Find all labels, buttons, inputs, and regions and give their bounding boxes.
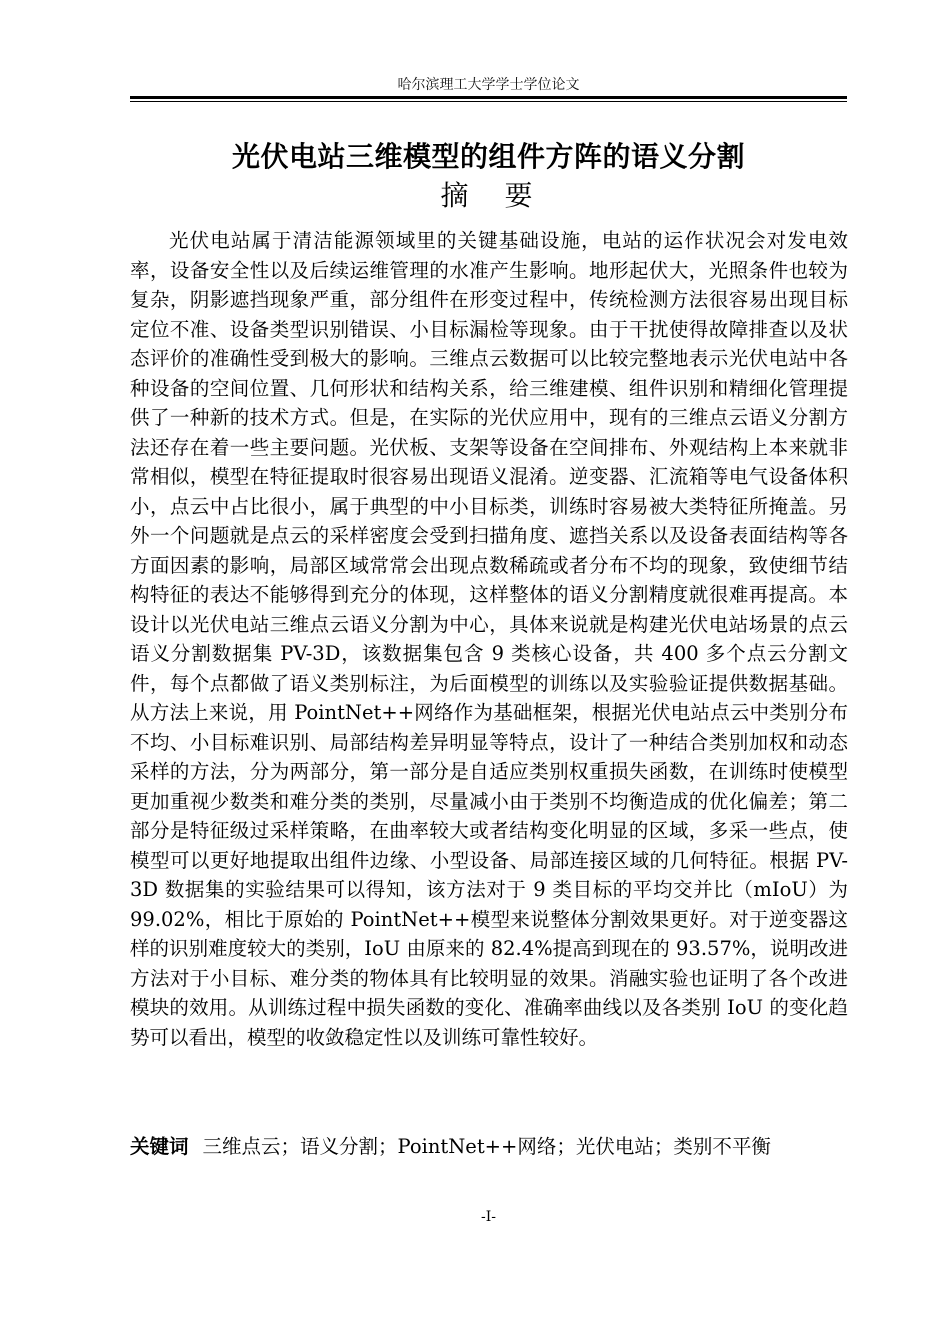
header-rule-thick (130, 96, 847, 99)
thesis-title: 光伏电站三维模型的组件方阵的语义分割 (231, 140, 745, 173)
keywords-line (130, 1132, 848, 1162)
keywords-text: 三维点云；语义分割；PointNet++网络；光伏电站；类别不平衡 (202, 1135, 771, 1158)
keywords-label: 关键词 (130, 1135, 189, 1158)
abstract-body: 光伏电站属于清洁能源领域里的关键基础设施，电站的运作状况会对发电效率，设备安全性以及后续运维管理的水准产生影响。地形起伏大，光照条件也较为复杂，阴影遮挡现象严重，部分组件在形变过程中，传统检测方法很容易出现目标定位不准、设备类型识别错误、小目标漏检等现象。由于干扰使得故障排查以及状态评价的准确性受到极大的影响。三维点云数据可以比较完整地表示光伏电站中各种设备的空间位置、几何形状和结构关系，给三维建模、组件识别和精细化管理提供了一种新的技术方式。但是，在实际的光伏应用中，现有的三维点云语义分割方法还存在着一些主要问题。光伏板、支架等设备在空间排布、外观结构上本来就非常相似，模型在特征提取时很容易出现语义混淆。逆变器、汇流箱等电气设备体积小，点云中占比很小，属于典型的中小目标类，训练时容易被大类特征所掩盖。另外一个问题就是点云的采样密度会受到扫描角度、遮挡关系以及设备表面结构等各方面因素的影响，局部区域常常会出现点数稀疏或者分布不均的现象，致使细节结构特征的表达不能够得到充分的体现，这样整体的语义分割精度就很难再提高。本设计以光伏电站三维点云语义分割为中心，具体来说就是构建光伏电站场景的点云语义分割数据集 PV-3D，该数据集包含 9 类核心设备，共 400 多个点云分割文件，每个点都做了语义类别标注，为后面模型的训练以及实验验证提供数据基础。从方法上来说，用 PointNet++网络作为基础框架，根据光伏电站点云中类别分布不均、小目标难识别、局部结构差异明显等特点，设计了一种结合类别加权和动态采样的方法，分为两部分，第一部分是自适应类别权重损失函数，在训练时使模型更加重视少数类和难分类的类别，尽量减小由于类别不均衡造成的优化偏差；第二部分是特征级过采样策略，在曲率较大或者结构变化明显的区域，多采一些点，使模型可以更好地提取出组件边缘、小型设备、局部连接区域的几何特征。根据 PV-3D 数据集的实验结果可以得知，该方法对于 9 类目标的平均交并比（mIoU）为 99.02%，相比于原始的 PointNet++模型来说整体分割效果更好。对于逆变器这样的识别难度较大的类别，IoU 由原来的 82.4%提高到现在的 93.57%，说明改进方法对于小目标、难分类的物体具有比较明显的效果。消融实验也证明了各个改进模块的效用。从训练过程中损失函数的变化、准确率曲线以及各类别 IoU 的变化趋势可以看出，模型的收敛稳定性以及训练可靠性较好。 (130, 229, 848, 1049)
running-header: 哈尔滨理工大学学士学位论文 (397, 77, 580, 93)
page-number: -I- (481, 1209, 496, 1225)
header-rule-thin (130, 101, 847, 102)
abstract-heading: 摘 要 (440, 179, 537, 212)
